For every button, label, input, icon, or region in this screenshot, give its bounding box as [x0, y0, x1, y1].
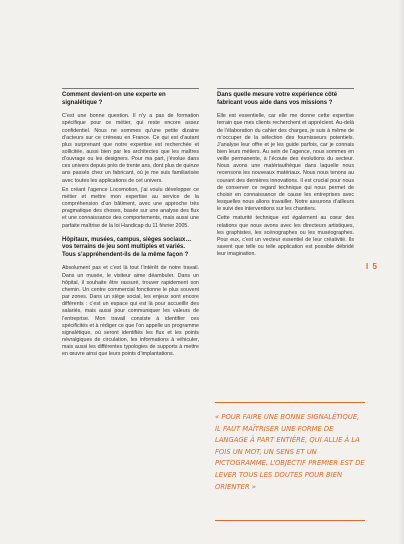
question-heading: Comment devient-on une experte en signalétique ?	[62, 92, 166, 106]
scan-edge-shadow	[398, 0, 404, 544]
column-top-rule	[62, 88, 199, 89]
page-number	[366, 262, 378, 271]
question-heading: Hôpitaux, musées, campus, sièges sociaux… vos terrains de jeu sont multiples et variés. Tous s’appréhendent-ils de la même façon ?	[62, 236, 192, 258]
pull-quote	[215, 402, 365, 492]
left-column	[62, 88, 199, 361]
pull-quote-top-rule	[215, 402, 365, 403]
right-column	[217, 88, 354, 260]
answer-paragraph: En créant l’agence Locomotion, j’ai voulu développer ce métier et mettre mon expertise au service de la compréhension d’un bâtiment, avec une approche très pragmatique des choses, basée sur une analyse des flux et une connaissance des comportements, mais aussi une parfaite maîtrise de la loi Handicap du 11 février 2005.	[62, 186, 199, 229]
answer-paragraph: Cette maturité technique est également au cœur des relations que nous avons avec les directeurs artistiques, les graphistes, les scénographes ou les muséographes. Pour eux, c’est un vecteur essentiel de leur créativité. Ils savent que telle ou telle application est possible débridé leur imagination.	[217, 215, 354, 258]
pull-quote-text: « POUR FAIRE UNE BONNE SIGNALÉTIQUE, IL FAUT MAÎTRISER UNE FORME DE LANGAGE À PART ENTIÈRE, QUI ALLIE À LA FOIS UN MOT, UN SENS ET UN PICTOGRAMME. L’OBJECTIF PREMIER EST DE LEVER TOUS LES DOUTES POUR BIEN ORIENTER »	[215, 412, 365, 491]
question-heading: Dans quelle mesure votre expérience côté fabricant vous aide dans vos missions ?	[217, 92, 338, 106]
pull-quote-bottom-rule	[215, 520, 365, 521]
folio-number: 5	[372, 262, 378, 271]
folio-bar: I	[366, 262, 370, 271]
column-top-rule	[217, 88, 354, 89]
answer-paragraph: Elle est essentielle, car elle me donne cette expertise terrain que mes clients recherchent et apprécient. Au-delà de l’élaboration du cahier des charges, je suis à même de m’occuper de la sélection des fournisseurs potentiels. J’analyse leur offre et je les guide parfois, car je connais bien leurs métiers. Au sein de l’agence, nous sommes en veille permanente, à l’écoute des évolutions du secteur. Nous avons une matériauthèque dans laquelle nous recensons les nouveaux matériaux. Nous nous tenons au courant des dernières innovations. Il est crucial pour nous de conserver ce regard technique qui nous permet de choisir en connaissance de cause les entreprises avec lesquelles nous allons travailler. Notre assurons d’ailleurs le suivi des interventions sur les chantiers.	[217, 113, 354, 213]
answer-paragraph: C’est une bonne question. Il n’y a pas de formation spécifique pour ce métier, qui reste encore assez confidentiel. Nous ne sommes qu’une petite dizaine d’acteurs sur ce créneau en France. Ce qui est d’autant plus surprenant que notre expertise est recherchée et sollicitée, aussi bien par les architectes que les maîtres d’ouvrage ou les designers. Pour ma part, j’évolue dans ces univers depuis près de trente ans, dont plus de quinze ans passés chez un fabricant, où je me suis familiarisée avec toutes les applications de cet univers.	[62, 113, 199, 184]
answer-paragraph: Absolument pas et c’est là tout l’intérêt de notre travail. Dans un musée, le visiteur aime déambuler. Dans un hôpital, il souhaite être rassuré, trouver rapidement son chemin. Un centre commercial fonctionne le plus souvent par zones. Dans un siège social, les enjeux sont encore différents : c’est un espace qui est là pour accueillir des salariés, mais aussi pour communiquer les valeurs de l’entreprise. Mon travail consiste à identifier ces spécificités et à rédiger ce que l’on appelle un programme signalétique, où seront identifiés les flux et les points névralgiques de circulation, les informations à véhiculer, mais aussi les différentes typologies de supports à mettre en œuvre ainsi que leurs points d’implantations.	[62, 265, 199, 358]
